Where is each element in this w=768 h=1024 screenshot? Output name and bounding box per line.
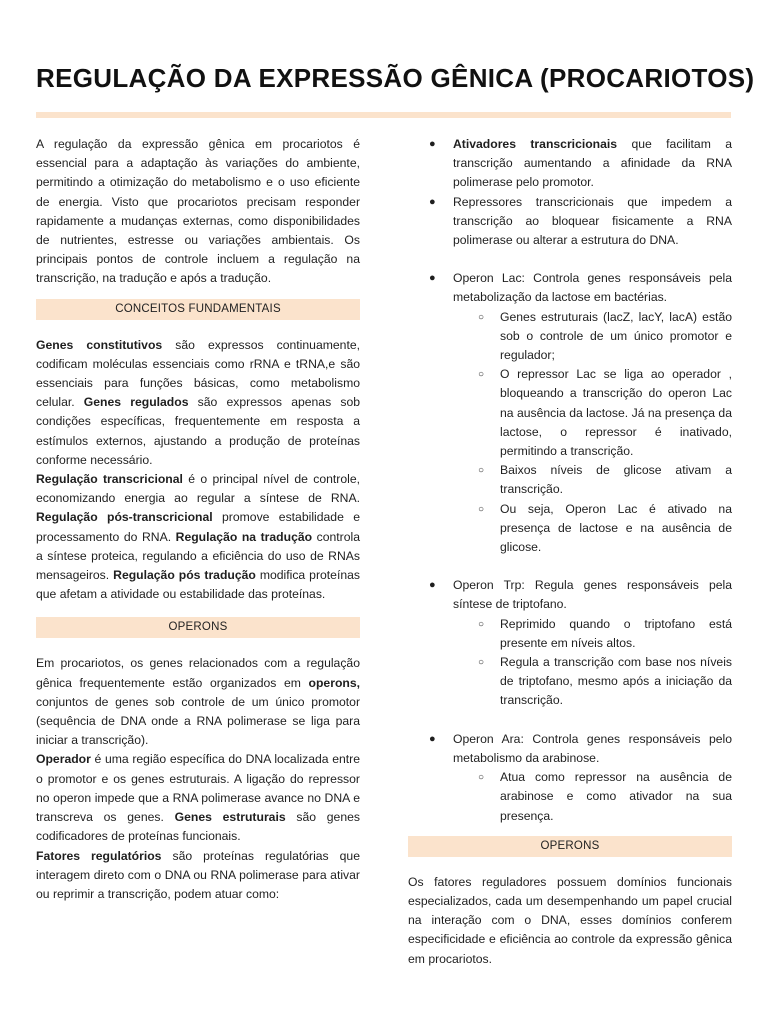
text-span: Reprimido quando o triptofano está presente em níveis altos. — [500, 616, 732, 650]
bullet-icon: ● — [429, 195, 436, 208]
circle-bullet-icon: ○ — [478, 618, 485, 630]
list-subitem — [408, 500, 732, 558]
bullet-icon: ● — [429, 272, 436, 285]
list-item — [408, 576, 732, 614]
left-column — [36, 135, 360, 904]
text-span: modifica proteínas que afetam a atividade ou estabilidade das proteínas. — [36, 568, 360, 602]
circle-bullet-icon: ○ — [478, 465, 485, 477]
term-genes-regulados: Genes regulados — [83, 395, 189, 410]
text-span: que facilitam a transcrição aumentando a afinidade da RNA polimerase pelo promotor. — [453, 137, 732, 190]
list-subitem — [408, 461, 732, 499]
text-span: O repressor Lac se liga ao operador , bloqueando a transcrição do operon Lac na ausência da lactose. Já na presença da lactose, o repressor é inativado, permitindo a transcrição. — [500, 367, 732, 459]
outro-paragraph: Os fatores reguladores possuem domínios funcionais especializados, cada um desempenhando um papel crucial na interação com o DNA, esses domínios conferem especificidade e eficiência ao controle da expressão gênica em procariotos. — [408, 874, 732, 966]
term-regulacao-traducao: Regulação na tradução — [175, 529, 313, 544]
section-header-operons: OPERONS — [36, 617, 360, 638]
intro-paragraph: A regulação da expressão gênica em procariotos é essencial para a adaptação às variações do ambiente, permitindo a otimização do metabolismo e o uso eficiente de energia. Visto que procariotos precisam responder rapidamente a mudanças externas, como disponibilidades de nutrientes, estresse ou variações ambientais. Os principais pontos de controle incluem a regulação na transcrição, na tradução e após a tradução. — [36, 137, 360, 286]
text-span: Operon Ara: Controla genes responsáveis pelo metabolismo da arabinose. — [453, 731, 732, 765]
paragraph-operons — [36, 654, 360, 750]
right-column — [408, 135, 732, 969]
text-span: Regula a transcrição com base nos níveis de triptofano, mesmo após a iniciação da transcrição. — [500, 655, 732, 708]
list-item — [408, 193, 732, 251]
list-subitem — [408, 615, 732, 653]
text-span: controla a síntese proteica, regulando a eficiência do uso de RNAs mensageiros. — [36, 529, 360, 583]
bullet-icon: ● — [429, 138, 436, 150]
term-operador: Operador — [36, 752, 91, 767]
page-title: REGULAÇÃO DA EXPRESSÃO GÊNICA (PROCARIOTOS) — [36, 63, 755, 93]
factor-list — [408, 135, 732, 250]
text-span: são expressos continuamente, codificam moléculas essenciais como rRNA e tRNA,e são essenciais para funções básicas, como metabolismo celular. — [36, 337, 360, 410]
circle-bullet-icon: ○ — [478, 772, 485, 784]
list-item — [408, 135, 732, 193]
section-header-operons-2: OPERONS — [408, 836, 732, 857]
list-item — [408, 730, 732, 768]
text-span: promove estabilidade e processamento do RNA. — [36, 510, 360, 544]
circle-bullet-icon: ○ — [478, 503, 485, 515]
circle-bullet-icon: ○ — [478, 311, 485, 323]
paragraph-genes — [36, 336, 360, 470]
operon-lac-list — [408, 269, 732, 557]
paragraph-operador — [36, 750, 360, 846]
term-regulacao-pos-traducao: Regulação pós tradução — [113, 568, 256, 583]
list-item — [408, 269, 732, 307]
text-span: Operon Trp: Regula genes responsáveis pela síntese de triptofano. — [453, 578, 732, 612]
term-fatores-regulatorios: Fatores regulatórios — [36, 848, 162, 863]
term-regulacao-pos-transcricional: Regulação pós-transcricional — [36, 510, 213, 525]
list-subitem — [408, 768, 732, 826]
bullet-icon: ● — [429, 579, 436, 592]
term-operons: operons, — [308, 675, 360, 690]
text-span: Em procariotos, os genes relacionados com a regulação gênica frequentemente estão organizados em — [36, 656, 360, 690]
list-subitem — [408, 653, 732, 711]
paragraph-regulacao — [36, 470, 360, 604]
list-subitem — [408, 365, 732, 461]
term-genes-estruturais: Genes estruturais — [174, 810, 286, 825]
circle-bullet-icon: ○ — [478, 369, 485, 381]
list-subitem — [408, 308, 732, 366]
text-span: é o principal nível de controle, economizando energia ao regular a síntese de RNA. — [36, 472, 360, 506]
text-span: Atua como repressor na ausência de arabinose e como ativador na sua presença. — [500, 770, 732, 823]
term-genes-constitutivos: Genes constitutivos — [36, 337, 163, 352]
paragraph-fatores — [36, 847, 360, 905]
text-span: são expressos apenas sob condições específicas, frequentemente em resposta a estímulos externos, ajustando a produção de proteínas conforme necessário. — [36, 395, 361, 467]
text-span: é uma região específica do DNA localizada entre o promotor e os genes estruturais. A ligação do repressor no operon impede que a RNA polimerase avance no DNA e transcreva os genes. — [36, 752, 360, 825]
title-underline — [36, 112, 731, 118]
text-span: conjuntos de genes sob controle de um único promotor (sequência de DNA onde a RNA polimerase se liga para iniciar a transcrição). — [36, 694, 360, 748]
term-regulacao-transcricional: Regulação transcricional — [36, 472, 183, 487]
text-span: Baixos níveis de glicose ativam a transcrição. — [500, 463, 732, 497]
term-ativadores: Ativadores transcricionais — [453, 137, 618, 151]
text-span: Genes estruturais (lacZ, lacY, lacA) estão sob o controle de um único promotor e regulador; — [500, 309, 732, 363]
text-span: são proteínas regulatórias que interagem direto com o DNA ou RNA polimerase para ativar ou reprimir a transcrição, podem atuar como: — [36, 848, 360, 901]
operon-ara-list — [408, 730, 732, 826]
text-span: Repressores transcricionais que impedem a transcrição ao bloquear fisicamente a RNA polimerase ou alterar a estrutura do DNA. — [453, 194, 732, 248]
text-span: Ou seja, Operon Lac é ativado na presença de lactose e na ausência de glicose. — [500, 501, 732, 555]
section-header-conceitos: CONCEITOS FUNDAMENTAIS — [36, 299, 360, 320]
operon-trp-list — [408, 576, 732, 710]
text-span: são genes codificadores de proteínas funcionais. — [36, 810, 360, 844]
bullet-icon: ● — [429, 732, 436, 745]
circle-bullet-icon: ○ — [478, 657, 485, 669]
text-span: Operon Lac: Controla genes responsáveis pela metabolização da lactose em bactérias. — [453, 271, 732, 305]
